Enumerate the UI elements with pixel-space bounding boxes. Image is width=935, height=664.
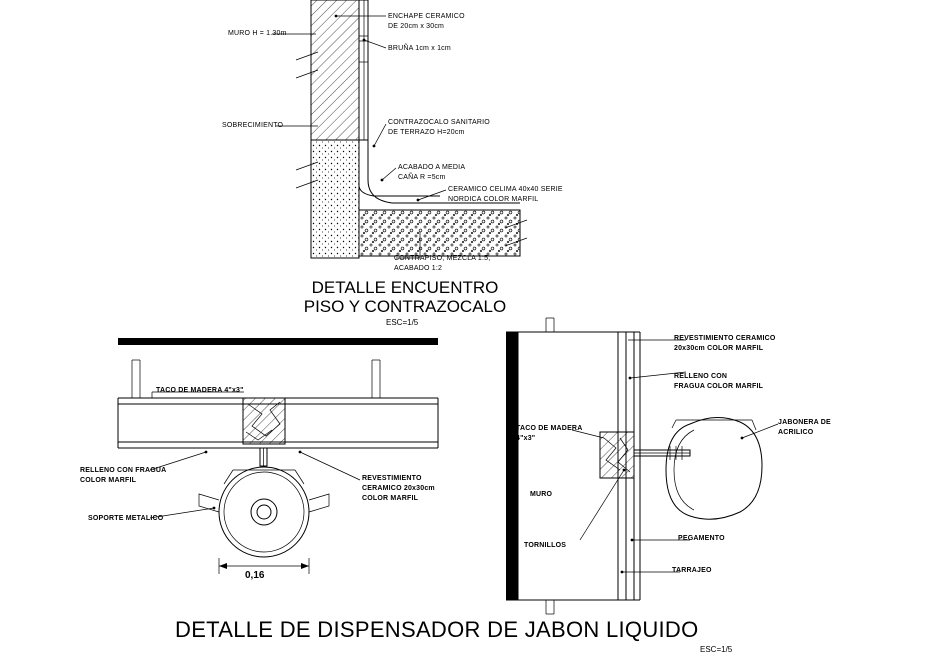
label-relleno-fragua-right-line2: FRAGUA COLOR MARFIL xyxy=(674,383,764,390)
top-detail-title-line2: PISO Y CONTRAZOCALO xyxy=(303,297,507,316)
label-tarrajeo: TARRAJEO xyxy=(672,567,712,574)
bottom-right-detail xyxy=(506,318,778,614)
label-enchape-ceramico-line1: ENCHAPE CERAMICO xyxy=(388,13,465,20)
label-revestimiento-left-line3: COLOR MARFIL xyxy=(362,495,419,502)
label-taco-madera-left: TACO DE MADERA 4"x3" xyxy=(156,387,244,394)
label-relleno-fragua-left-line1: RELLENO CON FRAGUA xyxy=(80,467,167,474)
label-revestimiento-right-line2: 20x30cm COLOR MARFIL xyxy=(674,345,764,352)
label-relleno-fragua-left-line2: COLOR MARFIL xyxy=(80,477,137,484)
label-taco-madera-right-line2: 4"x3" xyxy=(516,435,536,442)
label-revestimiento-right-line1: REVESTIMIENTO CERAMICO xyxy=(674,335,776,342)
label-contrazocalo-line2: DE TERRAZO H=20cm xyxy=(388,129,465,136)
label-revestimiento-left-line1: REVESTIMIENTO xyxy=(362,475,422,482)
label-contrazocalo-line1: CONTRAZOCALO SANITARIO xyxy=(388,119,490,126)
top-detail-title-line1: DETALLE ENCUENTRO xyxy=(311,278,499,297)
bottom-left-detail xyxy=(118,338,438,574)
label-muro-altura: MURO H = 1.30m xyxy=(228,30,287,37)
label-revestimiento-left-line2: CERAMICO 20x30cm xyxy=(362,485,435,492)
label-pegamento: PEGAMENTO xyxy=(678,535,725,542)
label-jabonera-line2: ACRILICO xyxy=(778,429,814,436)
label-taco-madera-right-line1: TACO DE MADERA xyxy=(516,425,583,432)
label-tornillos: TORNILLOS xyxy=(524,542,567,549)
label-enchape-ceramico-line2: DE 20cm x 30cm xyxy=(388,23,445,30)
dimension-0-16: 0,16 xyxy=(245,570,265,581)
label-contrapiso-line1: CONTRAPISO, MEZCLA 1:5, xyxy=(394,255,491,262)
label-muro-right: MURO xyxy=(530,491,553,498)
label-bruna: BRUÑA 1cm x 1cm xyxy=(388,45,451,52)
label-relleno-fragua-right-line1: RELLENO CON xyxy=(674,373,728,380)
label-acabado-line1: ACABADO A MEDIA xyxy=(398,164,466,171)
label-jabonera-line1: JABONERA DE xyxy=(778,419,831,426)
top-detail-scale: ESC=1/5 xyxy=(386,318,419,327)
bottom-detail-title: DETALLE DE DISPENSADOR DE JABON LIQUIDO xyxy=(175,617,699,642)
label-ceramico-celima-line2: NORDICA COLOR MARFIL xyxy=(448,196,539,203)
label-contrapiso-line2: ACABADO 1:2 xyxy=(394,265,443,272)
label-soporte-metalico: SOPORTE METALICO xyxy=(88,515,164,522)
label-ceramico-celima-line1: CERAMICO CELIMA 40x40 SERIE xyxy=(448,186,563,193)
bottom-detail-scale: ESC=1/5 xyxy=(700,645,733,654)
label-sobrecimiento: SOBRECIMIENTO xyxy=(222,122,284,129)
label-acabado-line2: CAÑA R =5cm xyxy=(398,174,446,181)
